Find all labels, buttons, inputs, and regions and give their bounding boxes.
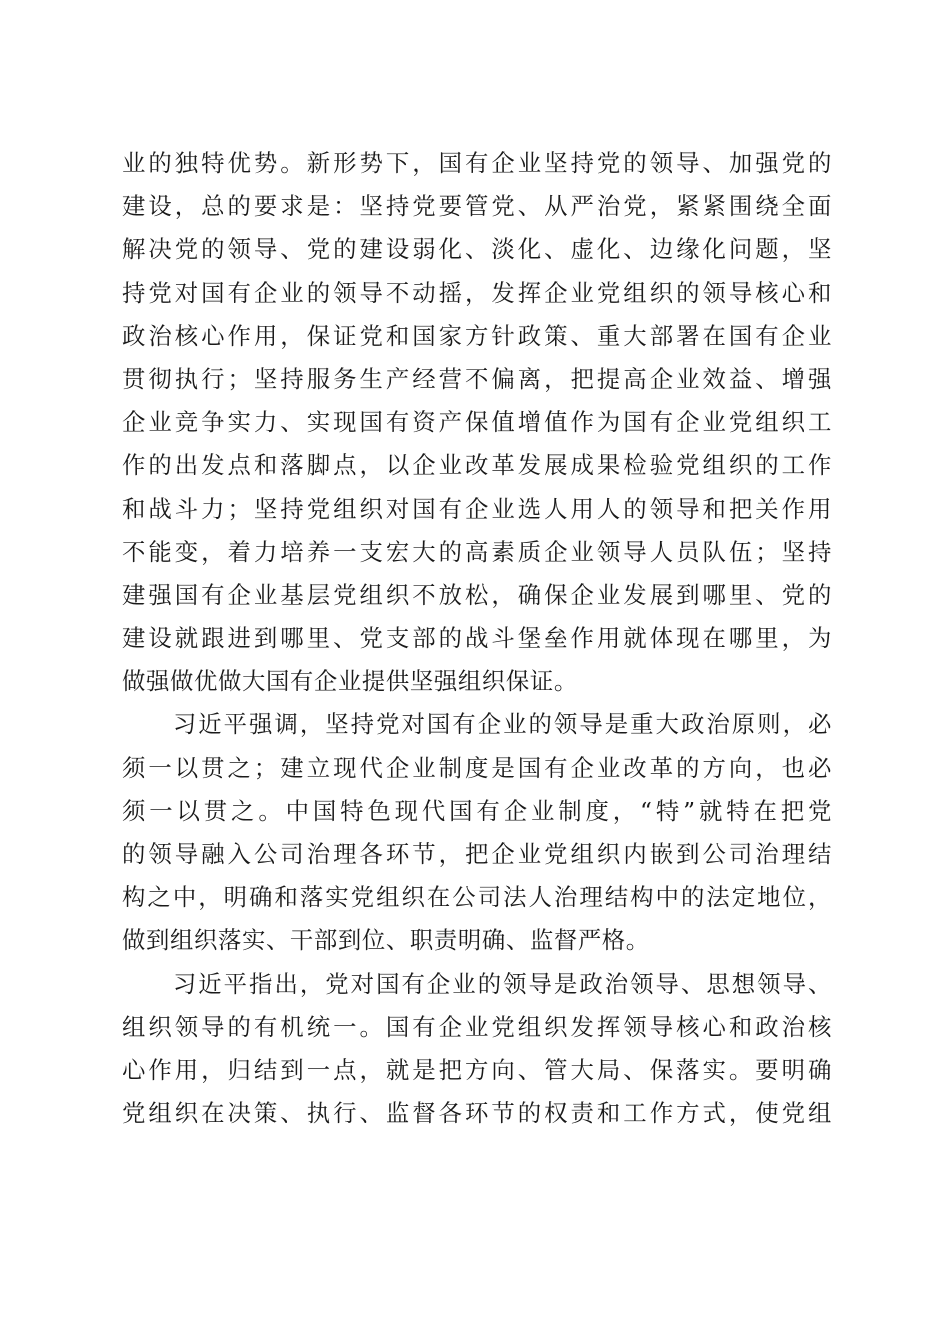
text-line: 不能变，着力培养一支宏大的高素质企业领导人员队伍；坚持 (122, 537, 832, 566)
text-line: 做强做优做大国有企业提供坚强组织保证。 (122, 667, 578, 696)
text-line: 作的出发点和落脚点，以企业改革发展成果检验党组织的工作 (122, 451, 832, 480)
text-line: 建设，总的要求是：坚持党要管党、从严治党，紧紧围绕全面 (122, 192, 832, 221)
text-line: 和战斗力；坚持党组织对国有企业选人用人的领导和把关作用 (122, 494, 832, 523)
body-text (122, 142, 832, 1135)
text-line: 政治核心作用，保证党和国家方针政策、重大部署在国有企业 (122, 321, 832, 350)
text-line: 建强国有企业基层党组织不放松，确保企业发展到哪里、党的 (122, 580, 832, 609)
text-line: 建设就跟进到哪里、党支部的战斗堡垒作用就体现在哪里，为 (122, 624, 832, 653)
paragraph-1 (122, 142, 832, 703)
text-line: 须一以贯之；建立现代企业制度是国有企业改革的方向，也必 (122, 753, 832, 782)
text-line: 持党对国有企业的领导不动摇，发挥企业党组织的领导核心和 (122, 278, 832, 307)
paragraph-3 (122, 963, 832, 1136)
text-line: 贯彻执行；坚持服务生产经营不偏离，把提高企业效益、增强 (122, 364, 832, 393)
text-line: 习近平指出，党对国有企业的领导是政治领导、思想领导、 (122, 969, 832, 998)
paragraph-2 (122, 703, 832, 962)
text-line: 企业竞争实力、实现国有资产保值增值作为国有企业党组织工 (122, 408, 832, 437)
text-line: 组织领导的有机统一。国有企业党组织发挥领导核心和政治核 (122, 1012, 832, 1041)
text-line: 党组织在决策、执行、监督各环节的权责和工作方式，使党组 (122, 1099, 832, 1128)
text-line: 的领导融入公司治理各环节，把企业党组织内嵌到公司治理结 (122, 840, 832, 868)
text-line: 做到组织落实、干部到位、职责明确、监督严格。 (122, 926, 650, 955)
text-line: 心作用，归结到一点，就是把方向、管大局、保落实。要明确 (122, 1055, 832, 1084)
text-line: 解决党的领导、党的建设弱化、淡化、虚化、边缘化问题，坚 (122, 235, 832, 264)
text-line: 业的独特优势。新形势下，国有企业坚持党的领导、加强党的 (122, 149, 832, 177)
text-line: 习近平强调，坚持党对国有企业的领导是重大政治原则，必 (122, 710, 832, 739)
text-line: 须一以贯之。中国特色现代国有企业制度，“特”就特在把党 (122, 796, 832, 825)
text-line: 构之中，明确和落实党组织在公司法人治理结构中的法定地位， (122, 883, 832, 912)
